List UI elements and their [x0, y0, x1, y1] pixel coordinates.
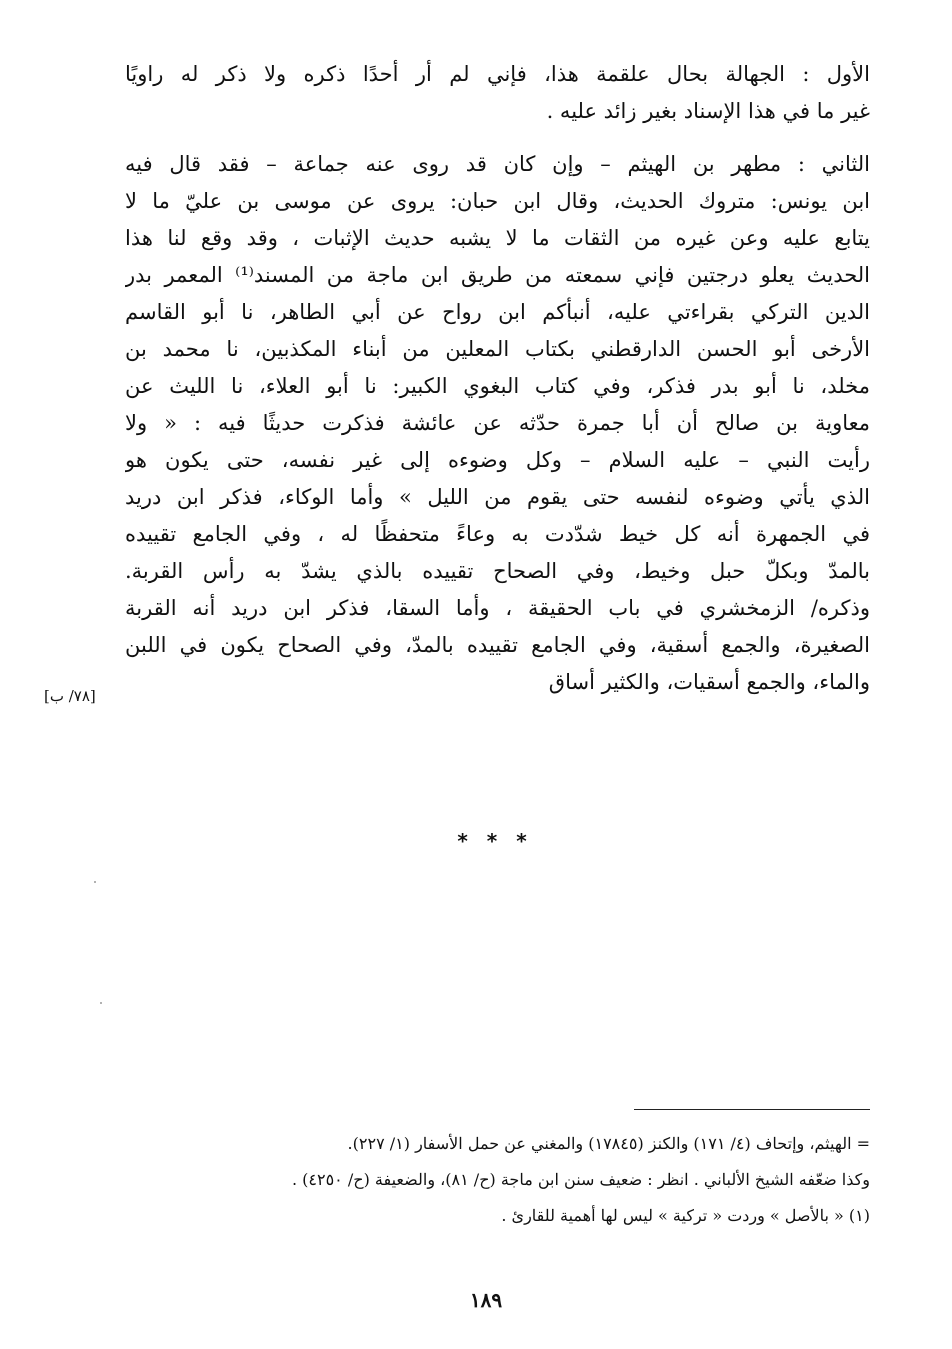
text-line: والماء، والجمع أسقيات، والكثير أساق [548, 670, 870, 694]
text-line: بالمدّ وبكلّ حبل وخيط، وفي الصحاح تقييده بالذي يشدّ به رأس القربة. [125, 559, 870, 583]
text-line: ابن يونس: متروك الحديث، وقال ابن حبان: يروى عن موسى بن عليّ ما لا [125, 189, 870, 213]
page-number: ١٨٩ [469, 1288, 503, 1312]
paragraph-first-reason [125, 56, 870, 130]
text-line: في الجمهرة أنه كل خيط شدّدت به وعاءً متحفظًا له ، وفي الجامع تقييده [125, 522, 870, 546]
text-line: الثاني : مطهر بن الهيثم – وإن كان قد روى عنه جماعة – فقد قال فيه [125, 152, 870, 176]
text-line: الحديث يعلو درجتين فإني سمعته من طريق ابن ماجة من المسند⁽¹⁾ المعمر بدر [125, 263, 870, 287]
text-line: الأول : الجهالة بحال علقمة هذا، فإني لم أر أحدًا ذكره ولا ذكر له راويًا [125, 62, 870, 86]
footnotes [160, 1126, 870, 1234]
text-line: يتابع عليه وعن غيره من الثقات ما لا يشبه حديث الإثبات ، وقد وقع لنا هذا [125, 226, 870, 250]
footnote-divider [634, 1109, 870, 1110]
paper-speck [94, 881, 96, 883]
text-line: الدين التركي بقراءتي عليه، أنبأكم ابن رواح عن أبي الطاهر، نا أبو القاسم [125, 300, 870, 324]
section-separator: * * * [457, 829, 533, 853]
text-line: وذكره/ الزمخشري في باب الحقيقة ، وأما السقا، فذكر ابن دريد أنه القربة [125, 596, 870, 620]
manuscript-folio-marker: [٧٨/ ب] [44, 687, 96, 705]
paragraph-second-reason [125, 146, 870, 701]
paper-speck [100, 1002, 102, 1004]
text-line: الذي يأتي وضوءه لنفسه حتى يقوم من الليل » وأما الوكاء، فذكر ابن دريد [125, 485, 870, 509]
footnote-line: (١) « بالأصل » وردت « تركية » ليس لها أهمية للقارئ . [501, 1206, 870, 1225]
footnote-line: = الهيثم، وإتحاف (٤/ ١٧١) والكنز (١٧٨٤٥) والمغني عن حمل الأسفار (١/ ٢٢٧). [347, 1134, 870, 1153]
text-line: رأيت النبي – عليه السلام – وكل وضوءه إلى غير نفسه، حتى يكون هو [125, 448, 870, 472]
text-line: مخلد، نا أبو بدر فذكر، وفي كتاب البغوي الكبير: نا أبو العلاء، نا الليث عن [125, 374, 870, 398]
footnote-line: وكذا ضعّفه الشيخ الألباني . انظر : ضعيف سنن ابن ماجة (ح/ ٨١)، والضعيفة (ح/ ٤٢٥٠) . [291, 1170, 870, 1189]
text-line: غير ما في هذا الإسناد بغير زائد عليه . [546, 99, 870, 123]
text-line: الأرخى أبو الحسن الدارقطني بكتاب المعلين من أبناء المكذبين، نا محمد بن [125, 337, 870, 361]
text-line: الصغيرة، والجمع أسقية، وفي الجامع تقييده بالمدّ، وفي الصحاح يكون في اللبن [125, 633, 870, 657]
text-line: معاوية بن صالح أن أبا جمرة حدّثه عن عائشة فذكرت حديثًا فيه : « ولا [125, 411, 870, 435]
